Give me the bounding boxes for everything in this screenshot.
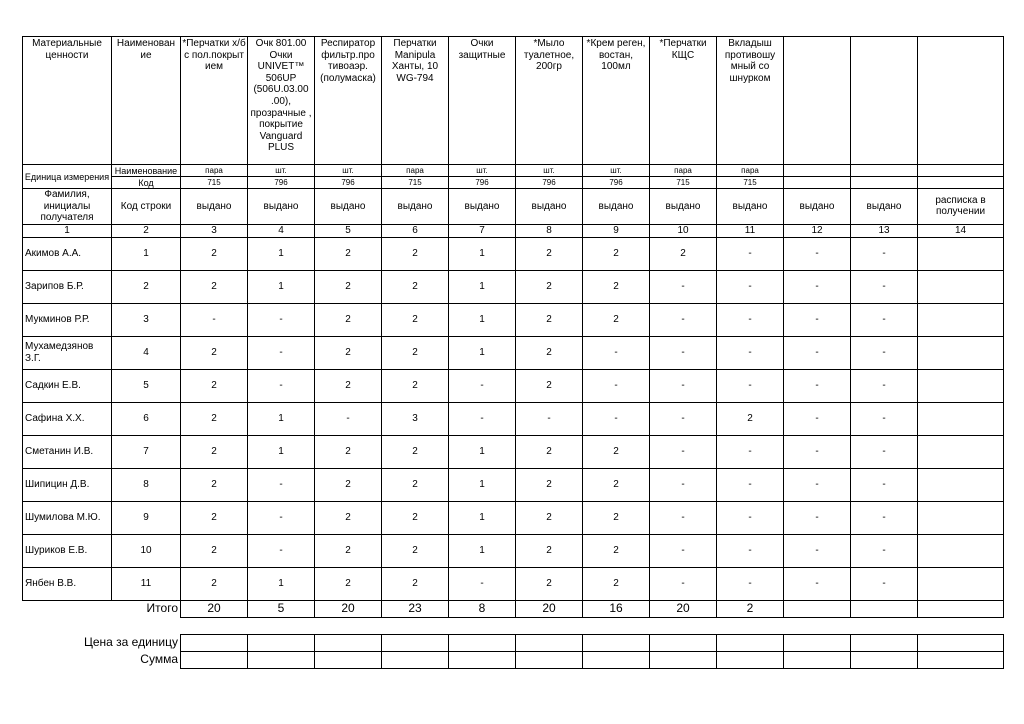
issued-qty: 1	[449, 501, 516, 534]
table-row	[23, 336, 1004, 369]
issued-qty: 2	[181, 402, 248, 435]
column-number: 10	[650, 224, 717, 237]
item-header: *Крем реген, востан, 100мл	[583, 37, 650, 165]
issued-qty: 2	[315, 369, 382, 402]
price-label: Цена за единицу	[83, 634, 178, 649]
issued-qty: 2	[181, 369, 248, 402]
item-header: Перчатки Manipula Ханты, 10 WG-794	[382, 37, 449, 165]
issued-qty: -	[717, 534, 784, 567]
column-number: 3	[181, 224, 248, 237]
issued-qty: 2	[583, 270, 650, 303]
issued-qty: -	[784, 237, 851, 270]
unit-name: пара	[181, 165, 248, 177]
price-value	[717, 634, 784, 651]
unit-name: пара	[650, 165, 717, 177]
issued-qty: -	[717, 369, 784, 402]
issued-qty: -	[851, 567, 918, 600]
issued-qty: 2	[181, 567, 248, 600]
price-value	[248, 634, 315, 651]
issued-qty: 1	[449, 534, 516, 567]
issued-qty: 2	[315, 534, 382, 567]
total-value: 16	[583, 600, 650, 617]
ppe-issue-table	[22, 36, 1004, 669]
issued-label: выдано	[516, 189, 583, 225]
issued-qty: -	[717, 237, 784, 270]
price-value	[516, 634, 583, 651]
issued-qty: -	[784, 567, 851, 600]
row-code: 10	[112, 534, 181, 567]
issued-label: выдано	[382, 189, 449, 225]
issued-qty: 2	[516, 270, 583, 303]
issued-qty: -	[851, 501, 918, 534]
unit-name	[918, 165, 1004, 177]
issued-label: выдано	[650, 189, 717, 225]
item-header: *Перчатки х/б с пол.покрыт ием	[181, 37, 248, 165]
unit-name	[851, 165, 918, 177]
unit-code-label: Код	[112, 177, 181, 189]
total-value	[851, 600, 918, 617]
issued-label: выдано	[717, 189, 784, 225]
header-row	[23, 37, 1004, 165]
issued-qty: 2	[583, 567, 650, 600]
issued-qty: 2	[583, 303, 650, 336]
column-number: 6	[382, 224, 449, 237]
issued-qty: 2	[516, 237, 583, 270]
issued-qty: 1	[449, 303, 516, 336]
total-value: 5	[248, 600, 315, 617]
receipt-signature	[918, 336, 1004, 369]
column-number: 9	[583, 224, 650, 237]
spacer-row	[23, 617, 1004, 634]
fio-label: Фамилия, инициалы получателя	[23, 189, 112, 225]
price-value	[382, 634, 449, 651]
issued-qty: 2	[516, 567, 583, 600]
spacer	[23, 617, 1004, 634]
issued-qty: -	[784, 501, 851, 534]
table-row	[23, 303, 1004, 336]
issued-qty: 2	[382, 501, 449, 534]
total-value: 20	[181, 600, 248, 617]
receipt-signature	[918, 435, 1004, 468]
issued-qty: -	[583, 369, 650, 402]
issued-qty: 2	[315, 303, 382, 336]
issued-qty: 2	[516, 435, 583, 468]
sum-value	[248, 651, 315, 668]
column-number: 7	[449, 224, 516, 237]
total-value: 20	[650, 600, 717, 617]
issued-qty: 1	[248, 567, 315, 600]
issued-qty: -	[650, 303, 717, 336]
table-row	[23, 435, 1004, 468]
issued-qty: 2	[315, 336, 382, 369]
issued-qty: 2	[181, 270, 248, 303]
issued-qty: -	[248, 303, 315, 336]
issued-qty: 2	[516, 303, 583, 336]
issued-qty: -	[784, 303, 851, 336]
sum-value	[851, 651, 918, 668]
sum-value	[583, 651, 650, 668]
column-number: 12	[784, 224, 851, 237]
total-value	[918, 600, 1004, 617]
row-code: 5	[112, 369, 181, 402]
issued-qty: 2	[315, 501, 382, 534]
issued-qty: -	[449, 369, 516, 402]
issued-label: выдано	[449, 189, 516, 225]
recipient-name: Мукминов Р.Р.	[23, 303, 112, 336]
row-code: 11	[112, 567, 181, 600]
issued-qty: 2	[717, 402, 784, 435]
column-number: 2	[112, 224, 181, 237]
issued-qty: 2	[583, 237, 650, 270]
receipt-signature	[918, 501, 1004, 534]
issued-qty: 1	[449, 237, 516, 270]
receipt-signature	[918, 567, 1004, 600]
issued-qty: 2	[181, 435, 248, 468]
issued-qty: 2	[181, 501, 248, 534]
receipt-signature	[918, 270, 1004, 303]
row-code: 8	[112, 468, 181, 501]
issued-qty: -	[851, 468, 918, 501]
issued-qty: 2	[181, 336, 248, 369]
issued-qty: 2	[382, 534, 449, 567]
column-number: 8	[516, 224, 583, 237]
issued-qty: -	[717, 270, 784, 303]
issued-qty: 1	[449, 435, 516, 468]
issued-qty: -	[851, 402, 918, 435]
recipient-name: Сафина Х.Х.	[23, 402, 112, 435]
issued-label: выдано	[784, 189, 851, 225]
column-number: 14	[918, 224, 1004, 237]
table-row	[23, 501, 1004, 534]
receipt-signature	[918, 237, 1004, 270]
price-value	[315, 634, 382, 651]
price-row	[23, 634, 1004, 651]
issued-qty: -	[248, 468, 315, 501]
column-number: 5	[315, 224, 382, 237]
issued-qty: -	[851, 270, 918, 303]
issued-qty: -	[717, 303, 784, 336]
unit-code: 796	[315, 177, 382, 189]
sum-value	[516, 651, 583, 668]
unit-code: 715	[717, 177, 784, 189]
recipient-name: Шипицин Д.В.	[23, 468, 112, 501]
column-number-row	[23, 224, 1004, 237]
issued-qty: 2	[583, 534, 650, 567]
receipt-signature	[918, 468, 1004, 501]
issued-qty: -	[784, 534, 851, 567]
issued-qty: -	[650, 270, 717, 303]
issued-qty: 2	[382, 237, 449, 270]
issued-qty: -	[851, 369, 918, 402]
issued-qty: -	[851, 237, 918, 270]
issued-qty: -	[650, 402, 717, 435]
issued-qty: 1	[248, 270, 315, 303]
issued-qty: 1	[248, 237, 315, 270]
column-heading-row	[23, 189, 1004, 225]
issued-qty: 1	[449, 468, 516, 501]
issued-qty: 2	[516, 336, 583, 369]
total-value: 23	[382, 600, 449, 617]
issued-qty: 2	[516, 369, 583, 402]
issue-sheet	[22, 36, 1004, 669]
table-row	[23, 468, 1004, 501]
price-value	[784, 634, 851, 651]
unit-code: 796	[583, 177, 650, 189]
row-code: 3	[112, 303, 181, 336]
sum-label: Сумма	[140, 651, 178, 666]
item-header: Очки защитные	[449, 37, 516, 165]
issued-qty: 2	[315, 270, 382, 303]
issued-qty: -	[784, 435, 851, 468]
issued-qty: -	[784, 270, 851, 303]
issued-qty: -	[784, 468, 851, 501]
issued-qty: -	[851, 534, 918, 567]
unit-name: пара	[717, 165, 784, 177]
issued-qty: 2	[315, 468, 382, 501]
total-value: 2	[717, 600, 784, 617]
receipt-signature	[918, 534, 1004, 567]
recipient-name: Сметанин И.В.	[23, 435, 112, 468]
issued-qty: 2	[382, 369, 449, 402]
issued-qty: -	[784, 336, 851, 369]
item-header: Очк 801.00 Очки UNIVET™ 506UP (506U.03.00 .00), прозрачные , покрытие Vanguard PLUS	[248, 37, 315, 165]
issued-qty: -	[181, 303, 248, 336]
unit-code-row	[23, 177, 1004, 189]
item-header: Вкладыш противошу мный со шнурком	[717, 37, 784, 165]
issued-qty: -	[315, 402, 382, 435]
issued-qty: -	[516, 402, 583, 435]
issued-label: выдано	[181, 189, 248, 225]
issued-qty: 2	[382, 435, 449, 468]
issued-qty: 2	[516, 468, 583, 501]
issued-qty: 2	[650, 237, 717, 270]
unit-name: шт.	[516, 165, 583, 177]
issued-qty: 2	[315, 567, 382, 600]
issued-qty: -	[248, 534, 315, 567]
receipt-signature	[918, 402, 1004, 435]
unit-code: 796	[248, 177, 315, 189]
issued-label: выдано	[851, 189, 918, 225]
recipient-name: Зарипов Б.Р.	[23, 270, 112, 303]
issued-qty: -	[449, 567, 516, 600]
sum-value	[449, 651, 516, 668]
issued-qty: -	[583, 336, 650, 369]
issued-qty: -	[650, 501, 717, 534]
issued-qty: -	[717, 501, 784, 534]
issued-qty: 2	[516, 534, 583, 567]
table-row	[23, 270, 1004, 303]
total-value: 8	[449, 600, 516, 617]
unit-name-label: Наименование	[112, 165, 181, 177]
price-value	[449, 634, 516, 651]
unit-name: шт.	[315, 165, 382, 177]
total-value: 20	[516, 600, 583, 617]
name-label: Наименован ие	[112, 37, 181, 165]
receipt-signature	[918, 369, 1004, 402]
issued-qty: -	[717, 336, 784, 369]
recipient-name: Акимов А.А.	[23, 237, 112, 270]
issued-qty: -	[248, 336, 315, 369]
issued-qty: 2	[583, 435, 650, 468]
issued-qty: 2	[315, 237, 382, 270]
table-row	[23, 534, 1004, 567]
unit-code: 796	[516, 177, 583, 189]
unit-name: шт.	[449, 165, 516, 177]
issued-qty: -	[717, 468, 784, 501]
column-number: 11	[717, 224, 784, 237]
unit-name-row	[23, 165, 1004, 177]
row-code: 4	[112, 336, 181, 369]
row-code: 7	[112, 435, 181, 468]
issued-qty: 1	[248, 402, 315, 435]
row-code: 2	[112, 270, 181, 303]
sum-value	[918, 651, 1004, 668]
sum-row	[23, 651, 1004, 668]
mat-label: Материальные ценности	[23, 37, 112, 165]
issued-qty: -	[717, 567, 784, 600]
issued-qty: 1	[449, 336, 516, 369]
issued-qty: 1	[449, 270, 516, 303]
unit-code: 796	[449, 177, 516, 189]
recipient-name: Мухамедзянов З.Г.	[23, 336, 112, 369]
unit-name: шт.	[248, 165, 315, 177]
issued-qty: 2	[583, 501, 650, 534]
issued-qty: 2	[181, 468, 248, 501]
unit-code	[784, 177, 851, 189]
unit-code	[918, 177, 1004, 189]
sum-value	[382, 651, 449, 668]
issued-qty: 2	[516, 501, 583, 534]
issued-qty: 2	[382, 468, 449, 501]
issued-qty: 2	[583, 468, 650, 501]
issued-qty: 3	[382, 402, 449, 435]
totals-label: Итого	[146, 601, 178, 616]
item-header: *Мыло туалетное, 200гр	[516, 37, 583, 165]
issued-qty: 1	[248, 435, 315, 468]
price-value	[181, 634, 248, 651]
recipient-name: Янбен В.В.	[23, 567, 112, 600]
recipient-name: Шуриков Е.В.	[23, 534, 112, 567]
table-row	[23, 567, 1004, 600]
issued-qty: -	[851, 336, 918, 369]
price-value	[650, 634, 717, 651]
unit-name: пара	[382, 165, 449, 177]
issued-qty: 2	[181, 534, 248, 567]
unit-code	[851, 177, 918, 189]
issued-qty: -	[851, 435, 918, 468]
sum-value	[717, 651, 784, 668]
total-value	[784, 600, 851, 617]
sum-value	[784, 651, 851, 668]
unit-code: 715	[382, 177, 449, 189]
issued-label: выдано	[248, 189, 315, 225]
unit-name	[784, 165, 851, 177]
issued-qty: -	[248, 501, 315, 534]
issued-qty: -	[650, 534, 717, 567]
issued-qty: -	[650, 468, 717, 501]
issued-qty: 2	[382, 270, 449, 303]
issued-label: выдано	[315, 189, 382, 225]
issued-qty: -	[851, 303, 918, 336]
item-header	[918, 37, 1004, 165]
item-header	[784, 37, 851, 165]
issued-qty: -	[650, 435, 717, 468]
unit-label: Единица измерения	[23, 165, 112, 189]
row-code-label: Код строки	[112, 189, 181, 225]
receipt-label: расписка в получении	[918, 189, 1004, 225]
receipt-signature	[918, 303, 1004, 336]
table-row	[23, 237, 1004, 270]
issued-qty: -	[650, 369, 717, 402]
issued-qty: -	[650, 567, 717, 600]
sum-value	[650, 651, 717, 668]
sum-value	[315, 651, 382, 668]
row-code: 6	[112, 402, 181, 435]
column-number: 1	[23, 224, 112, 237]
column-number: 4	[248, 224, 315, 237]
issued-qty: 2	[315, 435, 382, 468]
sum-value	[181, 651, 248, 668]
issued-qty: -	[449, 402, 516, 435]
row-code: 9	[112, 501, 181, 534]
issued-qty: 2	[382, 567, 449, 600]
issued-qty: -	[583, 402, 650, 435]
recipient-name: Шумилова М.Ю.	[23, 501, 112, 534]
issued-qty: -	[717, 435, 784, 468]
total-value: 20	[315, 600, 382, 617]
row-code: 1	[112, 237, 181, 270]
unit-code: 715	[181, 177, 248, 189]
issued-qty: -	[650, 336, 717, 369]
totals-row	[23, 600, 1004, 617]
price-value	[851, 634, 918, 651]
issued-qty: 2	[382, 336, 449, 369]
item-header: *Перчатки КЩС	[650, 37, 717, 165]
issued-qty: 2	[382, 303, 449, 336]
issued-label: выдано	[583, 189, 650, 225]
column-number: 13	[851, 224, 918, 237]
table-row	[23, 369, 1004, 402]
recipient-name: Садкин Е.В.	[23, 369, 112, 402]
issued-qty: 2	[181, 237, 248, 270]
price-value	[583, 634, 650, 651]
item-header	[851, 37, 918, 165]
issued-qty: -	[248, 369, 315, 402]
unit-code: 715	[650, 177, 717, 189]
item-header: Респиратор фильтр.про тивоаэр. (полумаска)	[315, 37, 382, 165]
price-value	[918, 634, 1004, 651]
issued-qty: -	[784, 369, 851, 402]
issued-qty: -	[784, 402, 851, 435]
unit-name: шт.	[583, 165, 650, 177]
table-row	[23, 402, 1004, 435]
